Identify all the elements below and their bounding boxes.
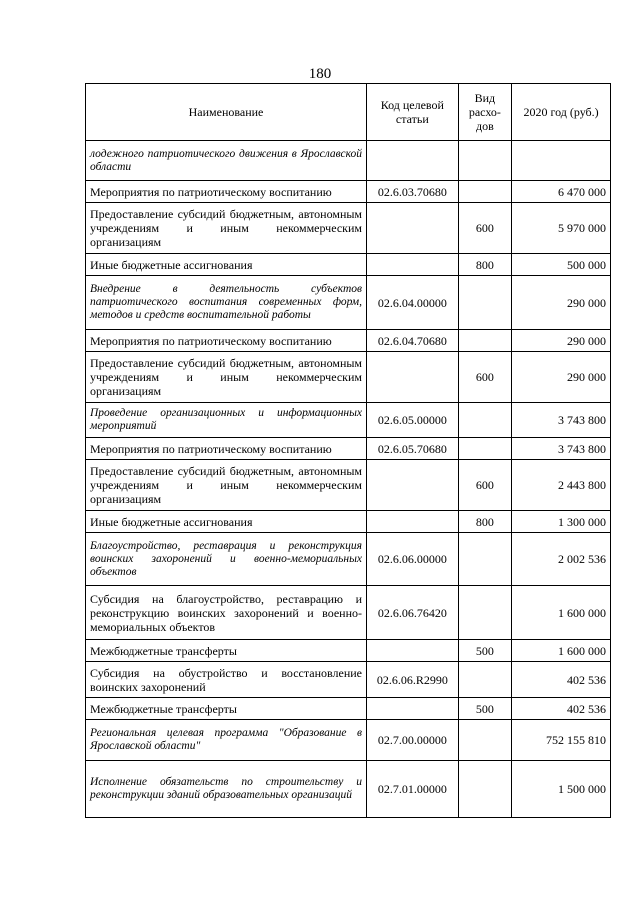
- cell-code: [367, 352, 459, 403]
- table-row: [86, 438, 611, 460]
- table-row: [86, 460, 611, 511]
- table-row: [86, 403, 611, 438]
- cell-kind: 600: [458, 460, 512, 511]
- table-row: [86, 330, 611, 352]
- cell-amount: 1 600 000: [512, 640, 611, 662]
- cell-name: Субсидия на благоустройство, реставрацию и реконструкцию воинских захоронений и военно-мемориальных объектов: [86, 586, 367, 640]
- table-row: [86, 761, 611, 818]
- cell-code: 02.6.06.00000: [367, 533, 459, 586]
- cell-name: Межбюджетные трансферты: [86, 698, 367, 720]
- cell-name: Предоставление субсидий бюджетным, автономным учреждениям и иным некоммерческим организациям: [86, 460, 367, 511]
- table-row: [86, 698, 611, 720]
- cell-amount: 5 970 000: [512, 203, 611, 254]
- cell-name: Внедрение в деятельность субъектов патриотического воспитания современных форм, методов и средств воспитательной работы: [86, 276, 367, 330]
- cell-kind: [458, 141, 512, 181]
- cell-kind: 600: [458, 352, 512, 403]
- cell-kind: 800: [458, 254, 512, 276]
- table-row: [86, 662, 611, 698]
- cell-code: [367, 141, 459, 181]
- cell-code: 02.7.01.00000: [367, 761, 459, 818]
- cell-name: Исполнение обязательств по строительству и реконструкции зданий образовательных организаций: [86, 761, 367, 818]
- cell-amount: 1 500 000: [512, 761, 611, 818]
- cell-kind: [458, 330, 512, 352]
- table-row: [86, 511, 611, 533]
- cell-kind: [458, 438, 512, 460]
- table-row: [86, 352, 611, 403]
- cell-code: 02.6.04.00000: [367, 276, 459, 330]
- cell-code: [367, 698, 459, 720]
- cell-code: 02.6.05.70680: [367, 438, 459, 460]
- cell-name: Мероприятия по патриотическому воспитанию: [86, 330, 367, 352]
- cell-kind: [458, 720, 512, 761]
- cell-amount: 1 300 000: [512, 511, 611, 533]
- page-number: 180: [308, 66, 332, 82]
- cell-amount: [512, 141, 611, 181]
- header-kind: Вид расхо-дов: [458, 84, 512, 141]
- cell-code: [367, 511, 459, 533]
- cell-name: Проведение организационных и информационных мероприятий: [86, 403, 367, 438]
- table-row: [86, 586, 611, 640]
- cell-code: 02.7.00.00000: [367, 720, 459, 761]
- cell-name: Благоустройство, реставрация и реконструкция воинских захоронений и военно-мемориальных объектов: [86, 533, 367, 586]
- cell-amount: 2 443 800: [512, 460, 611, 511]
- cell-amount: 500 000: [512, 254, 611, 276]
- cell-name: Предоставление субсидий бюджетным, автономным учреждениям и иным некоммерческим организациям: [86, 352, 367, 403]
- table-row: [86, 254, 611, 276]
- cell-name: Мероприятия по патриотическому воспитанию: [86, 181, 367, 203]
- budget-table: [85, 83, 611, 818]
- table-row: [86, 720, 611, 761]
- table-row: [86, 141, 611, 181]
- cell-kind: [458, 533, 512, 586]
- cell-code: 02.6.06.R2990: [367, 662, 459, 698]
- cell-amount: 2 002 536: [512, 533, 611, 586]
- cell-kind: [458, 586, 512, 640]
- cell-kind: [458, 181, 512, 203]
- cell-kind: [458, 761, 512, 818]
- cell-kind: [458, 276, 512, 330]
- cell-kind: 500: [458, 640, 512, 662]
- cell-amount: 3 743 800: [512, 403, 611, 438]
- cell-amount: 1 600 000: [512, 586, 611, 640]
- table-row: [86, 533, 611, 586]
- cell-name: Межбюджетные трансферты: [86, 640, 367, 662]
- cell-amount: 290 000: [512, 330, 611, 352]
- cell-kind: 500: [458, 698, 512, 720]
- cell-amount: 402 536: [512, 698, 611, 720]
- cell-name: Мероприятия по патриотическому воспитанию: [86, 438, 367, 460]
- table-row: [86, 640, 611, 662]
- cell-amount: 6 470 000: [512, 181, 611, 203]
- cell-code: [367, 460, 459, 511]
- header-code: Код целевой статьи: [367, 84, 459, 141]
- cell-name: Иные бюджетные ассигнования: [86, 511, 367, 533]
- table-header-row: [86, 84, 611, 141]
- cell-code: [367, 640, 459, 662]
- header-amount: 2020 год (руб.): [512, 84, 611, 141]
- cell-code: 02.6.06.76420: [367, 586, 459, 640]
- cell-code: 02.6.05.00000: [367, 403, 459, 438]
- table-row: [86, 276, 611, 330]
- cell-amount: 402 536: [512, 662, 611, 698]
- cell-name: Предоставление субсидий бюджетным, автономным учреждениям и иным некоммерческим организациям: [86, 203, 367, 254]
- table-row: [86, 181, 611, 203]
- cell-name: Субсидия на обустройство и восстановление воинских захоронений: [86, 662, 367, 698]
- cell-amount: 290 000: [512, 276, 611, 330]
- cell-code: 02.6.04.70680: [367, 330, 459, 352]
- cell-amount: 752 155 810: [512, 720, 611, 761]
- cell-kind: [458, 403, 512, 438]
- header-name: Наименование: [86, 84, 367, 141]
- cell-code: [367, 203, 459, 254]
- cell-code: [367, 254, 459, 276]
- cell-kind: 600: [458, 203, 512, 254]
- cell-code: 02.6.03.70680: [367, 181, 459, 203]
- table-row: [86, 203, 611, 254]
- cell-name: лодежного патриотического движения в Ярославской области: [86, 141, 367, 181]
- cell-name: Иные бюджетные ассигнования: [86, 254, 367, 276]
- cell-amount: 3 743 800: [512, 438, 611, 460]
- cell-kind: [458, 662, 512, 698]
- cell-name: Региональная целевая программа "Образование в Ярославской области": [86, 720, 367, 761]
- cell-amount: 290 000: [512, 352, 611, 403]
- cell-kind: 800: [458, 511, 512, 533]
